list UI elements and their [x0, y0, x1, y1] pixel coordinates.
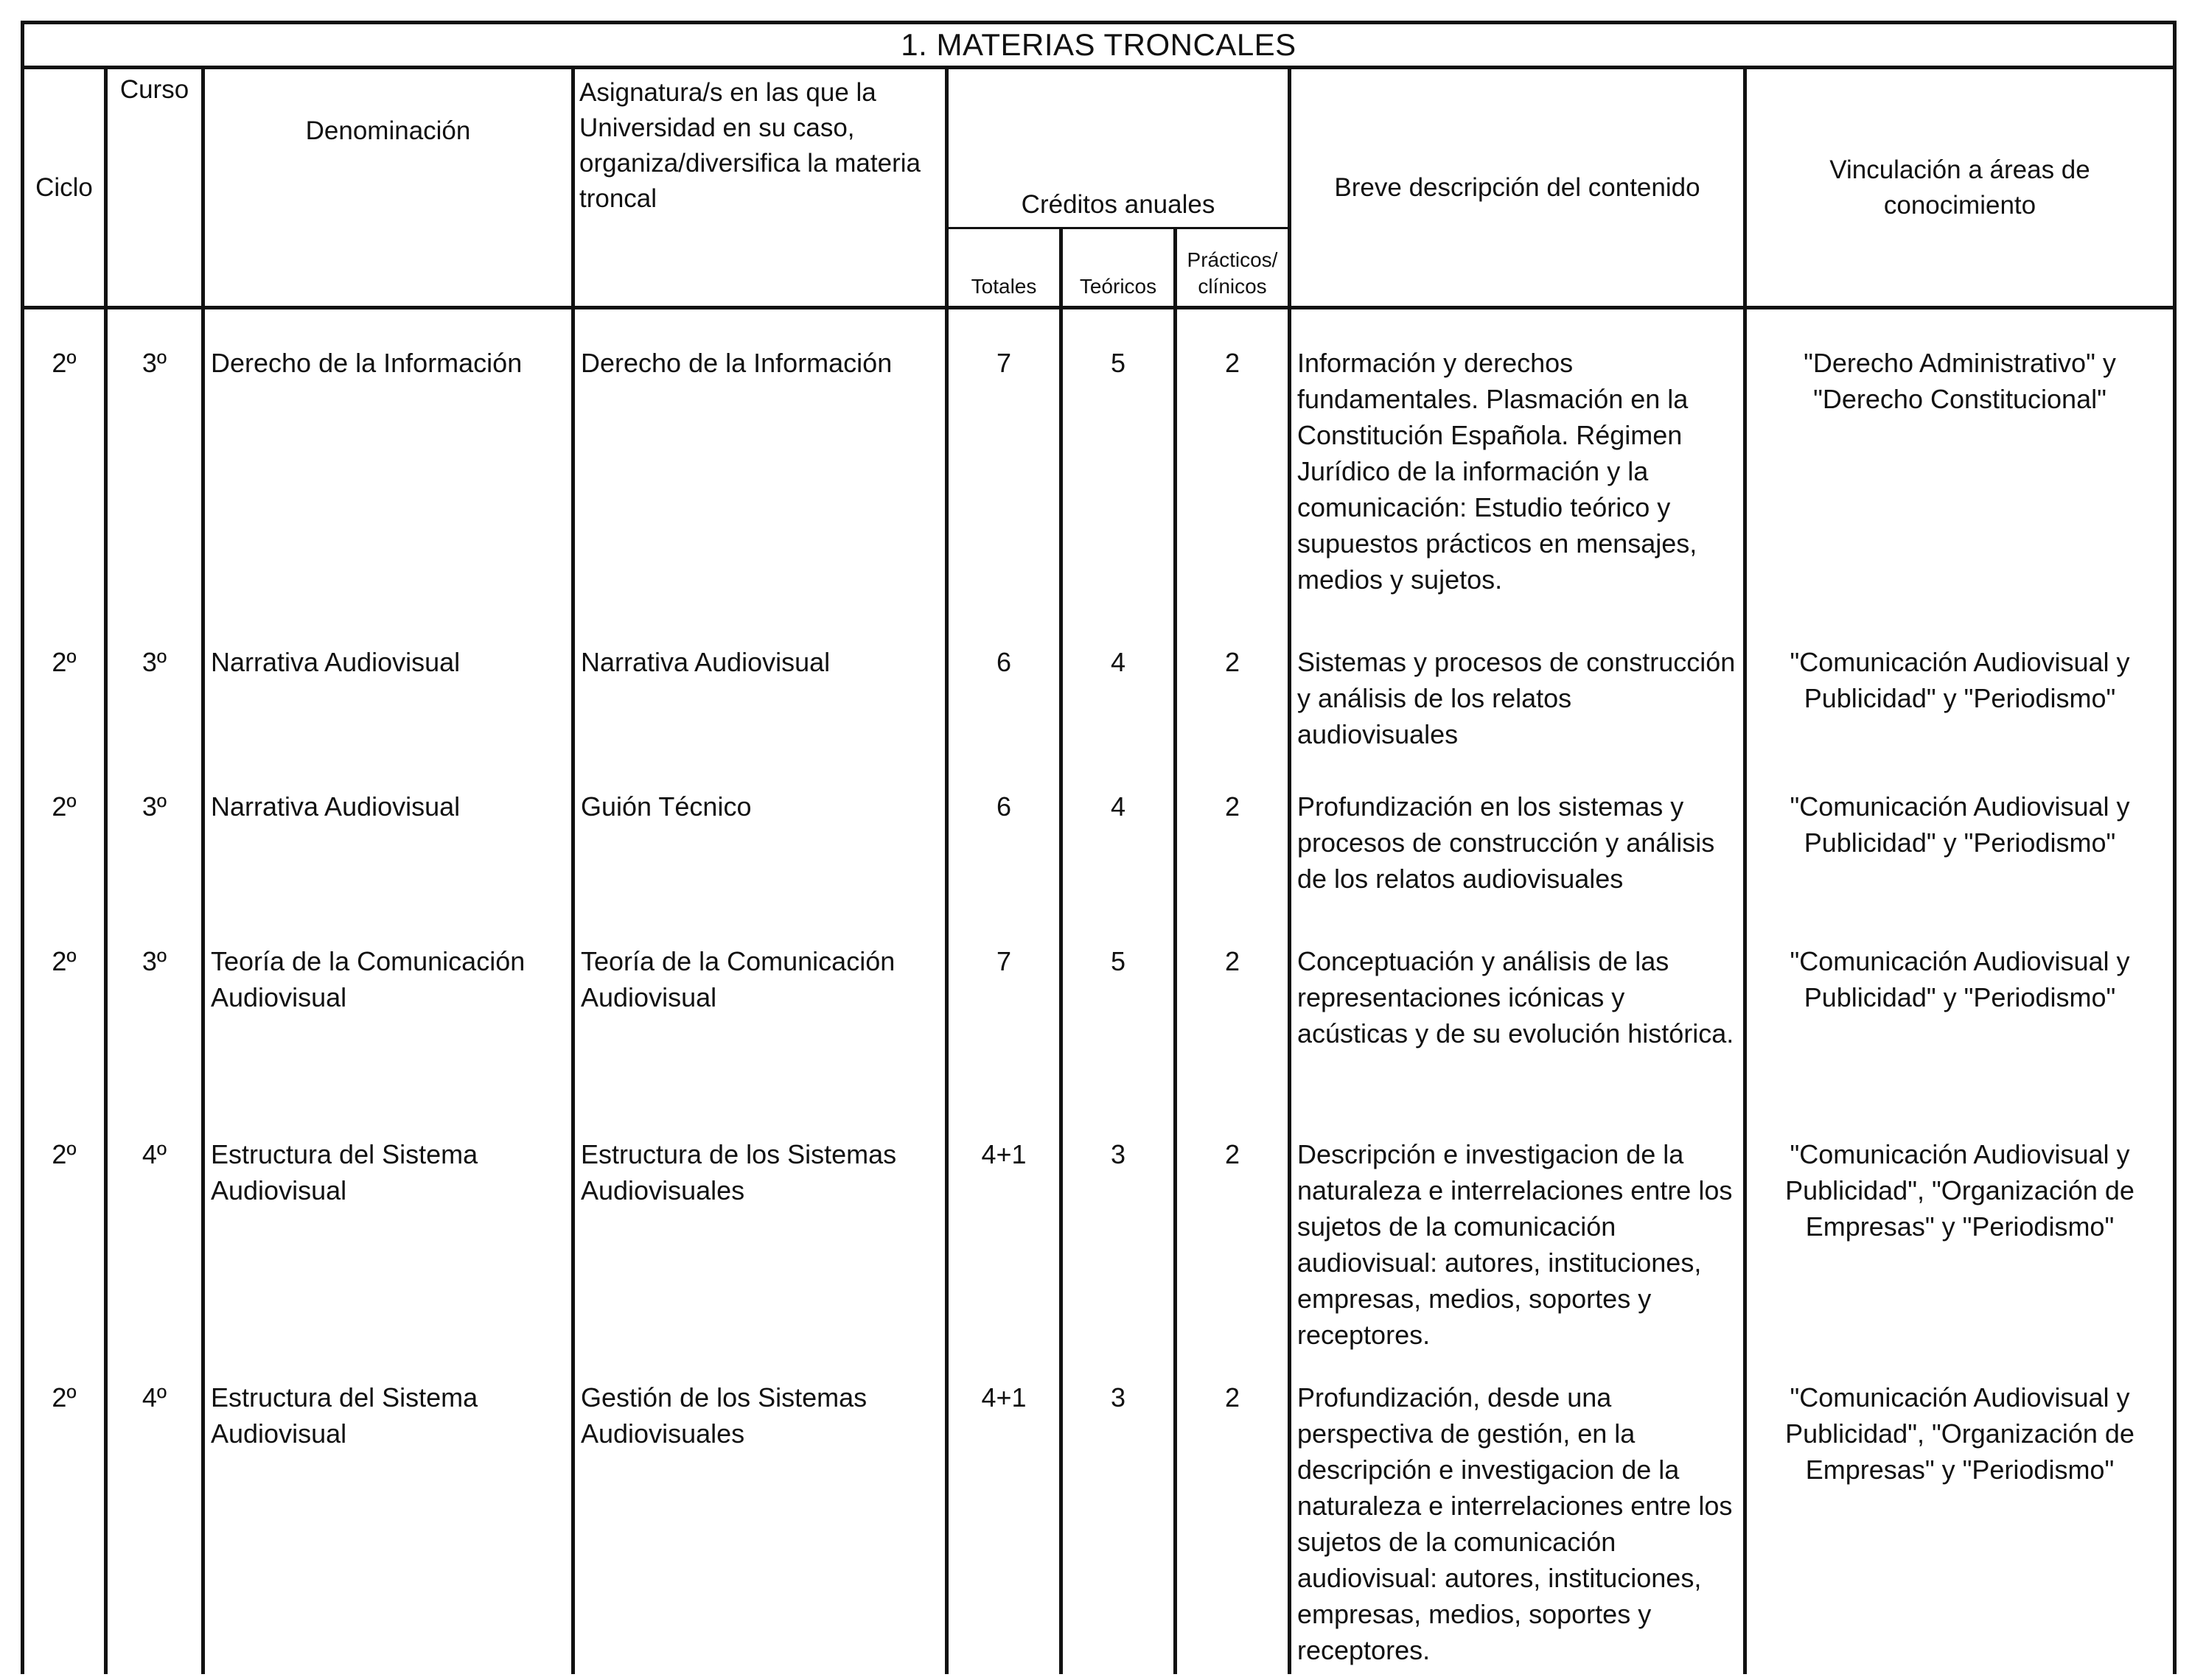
cell-ciclo: 2º [23, 943, 106, 1136]
header-teoricos: Teóricos [1061, 228, 1176, 308]
cell-totales: 6 [947, 644, 1061, 788]
cell-descripcion: Profundización, desde una perspectiva de gestión, en la descripción e investigacion de la naturaleza e interrelaciones entre los sujetos de la comunicación audiovisual: autores, instituciones, empresas, medios, soportes y receptores. [1290, 1379, 1745, 1674]
cell-descripcion: Información y derechos fundamentales. Plasmación en la Constitución Española. Régimen Jurídico de la información y la comunicación: Estudio teórico y supuestos prácticos en mensajes, medios y sujetos. [1290, 345, 1745, 644]
cell-practicos: 2 [1176, 345, 1290, 644]
table-row [23, 345, 2175, 644]
cell-vinculacion: "Comunicación Audiovisual y Publicidad", "Organización de Empresas" y "Periodismo" [1745, 1136, 2175, 1379]
table-row [23, 1136, 2175, 1379]
cell-totales: 7 [947, 943, 1061, 1136]
cell-ciclo: 2º [23, 1379, 106, 1674]
cell-teoricos: 3 [1061, 1379, 1176, 1674]
header-asignatura: Asignatura/s en las que la Universidad en su caso, organiza/diversifica la materia troncal [573, 68, 947, 308]
cell-totales: 4+1 [947, 1136, 1061, 1379]
cell-totales: 6 [947, 788, 1061, 943]
cell-ciclo: 2º [23, 345, 106, 644]
cell-denominacion: Narrativa Audiovisual [203, 788, 573, 943]
cell-ciclo: 2º [23, 788, 106, 943]
cell-practicos: 2 [1176, 1136, 1290, 1379]
cell-descripcion: Conceptuación y análisis de las representaciones icónicas y acústicas y de su evolución histórica. [1290, 943, 1745, 1136]
header-totales: Totales [947, 228, 1061, 308]
cell-practicos: 2 [1176, 788, 1290, 943]
cell-vinculacion: "Comunicación Audiovisual y Publicidad" y "Periodismo" [1745, 943, 2175, 1136]
cell-asignatura: Guión Técnico [573, 788, 947, 943]
cell-asignatura: Gestión de los Sistemas Audiovisuales [573, 1379, 947, 1674]
document-page [21, 21, 2173, 1671]
cell-totales: 4+1 [947, 1379, 1061, 1674]
table-row [23, 943, 2175, 1136]
cell-vinculacion: "Comunicación Audiovisual y Publicidad", "Organización de Empresas" y "Periodismo" [1745, 1379, 2175, 1674]
cell-curso: 3º [106, 788, 203, 943]
header-curso-label: Curso [119, 75, 189, 104]
cell-asignatura: Narrativa Audiovisual [573, 644, 947, 788]
cell-totales: 7 [947, 345, 1061, 644]
cell-ciclo: 2º [23, 1136, 106, 1379]
cell-practicos: 2 [1176, 1379, 1290, 1674]
cell-vinculacion: "Comunicación Audiovisual y Publicidad" y "Periodismo" [1745, 788, 2175, 943]
cell-denominacion: Teoría de la Comunicación Audiovisual [203, 943, 573, 1136]
header-denominacion-label: Denominación [305, 116, 471, 145]
header-practicos: Prácticos/ clínicos [1176, 228, 1290, 308]
cell-descripcion: Profundización en los sistemas y procesos de construcción y análisis de los relatos audiovisuales [1290, 788, 1745, 943]
header-curso [106, 68, 203, 308]
cell-asignatura: Derecho de la Información [573, 345, 947, 644]
cell-vinculacion: "Derecho Administrativo" y "Derecho Constitucional" [1745, 345, 2175, 644]
table-title: 1. MATERIAS TRONCALES [23, 23, 2175, 68]
materias-troncales-table [21, 21, 2177, 1674]
cell-vinculacion: "Comunicación Audiovisual y Publicidad" y "Periodismo" [1745, 644, 2175, 788]
cell-denominacion: Estructura del Sistema Audiovisual [203, 1136, 573, 1379]
cell-teoricos: 5 [1061, 943, 1176, 1136]
header-vinculacion: Vinculación a áreas de conocimiento [1745, 68, 2175, 308]
cell-teoricos: 4 [1061, 644, 1176, 788]
cell-curso: 3º [106, 943, 203, 1136]
header-ciclo: Ciclo [23, 68, 106, 308]
cell-denominacion: Estructura del Sistema Audiovisual [203, 1379, 573, 1674]
cell-denominacion: Narrativa Audiovisual [203, 644, 573, 788]
cell-practicos: 2 [1176, 943, 1290, 1136]
cell-asignatura: Estructura de los Sistemas Audiovisuales [573, 1136, 947, 1379]
cell-curso: 4º [106, 1379, 203, 1674]
cell-asignatura: Teoría de la Comunicación Audiovisual [573, 943, 947, 1136]
cell-curso: 3º [106, 345, 203, 644]
cell-teoricos: 5 [1061, 345, 1176, 644]
cell-descripcion: Sistemas y procesos de construcción y análisis de los relatos audiovisuales [1290, 644, 1745, 788]
table-row [23, 788, 2175, 943]
cell-curso: 4º [106, 1136, 203, 1379]
cell-teoricos: 3 [1061, 1136, 1176, 1379]
cell-curso: 3º [106, 644, 203, 788]
header-denominacion [203, 68, 573, 308]
table-row [23, 1379, 2175, 1674]
header-creditos-anuales: Créditos anuales [947, 68, 1290, 228]
cell-practicos: 2 [1176, 644, 1290, 788]
table-row [23, 644, 2175, 788]
cell-teoricos: 4 [1061, 788, 1176, 943]
cell-descripcion: Descripción e investigacion de la naturaleza e interrelaciones entre los sujetos de la comunicación audiovisual: autores, instituciones, empresas, medios, soportes y receptores. [1290, 1136, 1745, 1379]
header-descripcion: Breve descripción del contenido [1290, 68, 1745, 308]
cell-denominacion: Derecho de la Información [203, 345, 573, 644]
cell-ciclo: 2º [23, 644, 106, 788]
